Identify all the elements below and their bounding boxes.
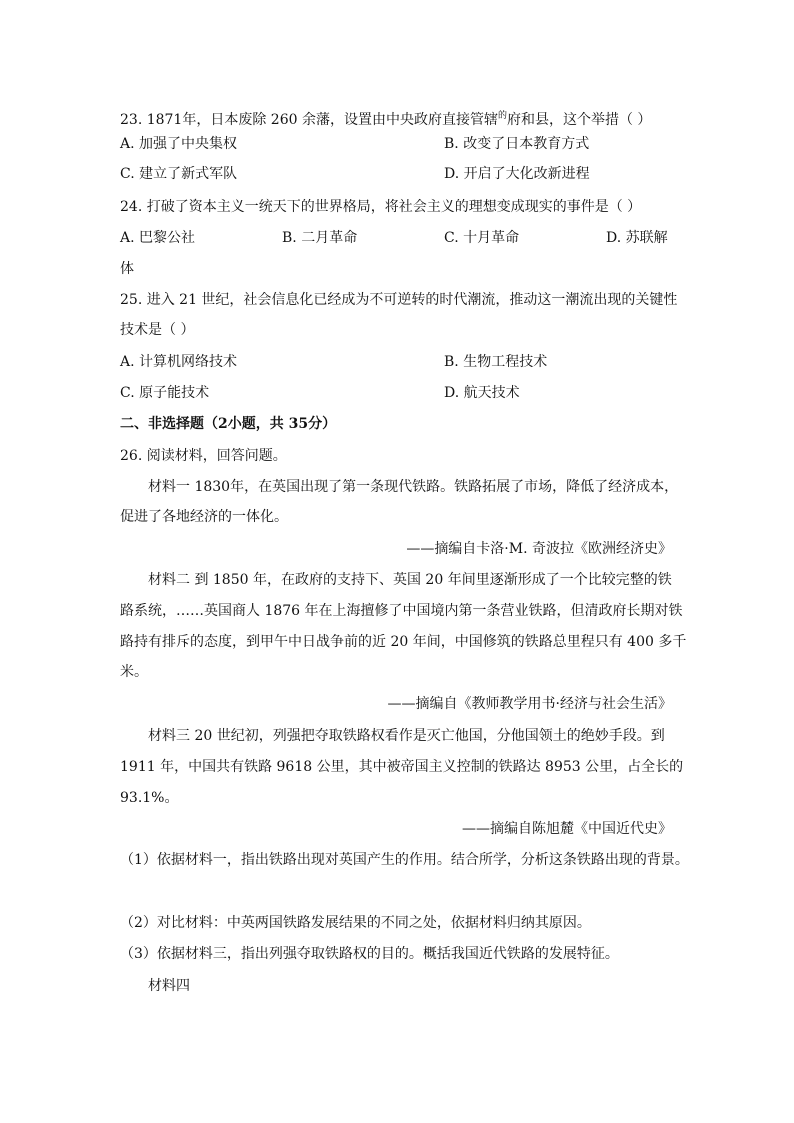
- q23-stem-after: 府和县，这个举措（ ）: [506, 112, 652, 128]
- material-2-line2: 路系统，……英国商人 1876 年在上海擅修了中国境内第一条营业铁路，但清政府长期对铁: [120, 603, 683, 619]
- q26-subquestion-3: （3）依据材料三，指出列强夺取铁路权的目的。概括我国近代铁路的发展特征。: [120, 946, 619, 962]
- q23-stem-before: 23. 1871年，日本废除 260 余藩，设置由中央政府直接管辖: [120, 112, 498, 128]
- q24-option-a: A. 巴黎公社: [120, 230, 196, 246]
- q25-option-c: C. 原子能技术: [120, 385, 210, 401]
- q25-option-a: A. 计算机网络技术: [120, 354, 238, 370]
- material-2-source: ——摘编自《教师教学用书·经济与社会生活》: [387, 696, 672, 712]
- q23-option-c: C. 建立了新式军队: [120, 166, 238, 182]
- q25-stem-line2: 技术是（ ）: [120, 322, 195, 338]
- q23-stem: [120, 106, 651, 130]
- q24-option-b: B. 二月革命: [282, 230, 358, 246]
- material-1-line2: 促进了各地经济的一体化。: [120, 509, 288, 525]
- material-2-line1: 材料二 到 1850 年，在政府的支持下、英国 20 年间里逐渐形成了一个比较完整的铁: [148, 572, 672, 588]
- q24-option-d-wrap: 体: [120, 261, 134, 277]
- q23-option-d: D. 开启了大化改新进程: [444, 166, 590, 182]
- material-3-line1: 材料三 20 世纪初，列强把夺取铁路权看作是灭亡他国，分他国领土的绝妙手段。到: [148, 728, 665, 744]
- material-1-source: ——摘编自卡洛·M. 奇波拉《欧洲经济史》: [406, 541, 672, 557]
- material-3-source: ——摘编自陈旭麓《中国近代史》: [462, 821, 672, 837]
- q24-option-d: D. 苏联解: [606, 230, 668, 246]
- material-3-line2: 1911 年，中国共有铁路 9618 公里，其中被帝国主义控制的铁路达 8953 公里，占全长的: [120, 759, 684, 775]
- material-2-line4: 米。: [120, 664, 148, 680]
- material-2-line3: 路持有排斥的态度，到甲午中日战争前的近 20 年间，中国修筑的铁路总里程只有 400 多千: [120, 634, 687, 650]
- q25-stem-line1: 25. 进入 21 世纪，社会信息化已经成为不可逆转的时代潮流，推动这一潮流出现的关键性: [120, 292, 678, 308]
- q26-stem: 26. 阅读材料，回答问题。: [120, 448, 287, 464]
- q23-note: 的: [497, 111, 507, 121]
- q26-subquestion-2: （2）对比材料：中英两国铁路发展结果的不同之处，依据材料归纳其原因。: [120, 915, 591, 931]
- q25-option-d: D. 航天技术: [444, 385, 520, 401]
- q24-option-c: C. 十月革命: [444, 230, 520, 246]
- material-4-label: 材料四: [148, 978, 190, 994]
- q24-stem: 24. 打破了资本主义一统天下的世界格局，将社会主义的理想变成现实的事件是（ ）: [120, 199, 642, 215]
- q23-option-a: A. 加强了中央集权: [120, 136, 238, 152]
- material-1-line1: 材料一 1830年，在英国出现了第一条现代铁路。铁路拓展了市场，降低了经济成本，: [148, 479, 679, 495]
- q25-option-b: B. 生物工程技术: [444, 354, 548, 370]
- q23-option-b: B. 改变了日本教育方式: [444, 136, 590, 152]
- q26-subquestion-1: （1）依据材料一，指出铁路出现对英国产生的作用。结合所学，分析这条铁路出现的背景。: [120, 852, 689, 868]
- material-3-line3: 93.1%。: [120, 790, 179, 806]
- section-heading: 二、非选择题（2小题，共 35分）: [120, 416, 337, 432]
